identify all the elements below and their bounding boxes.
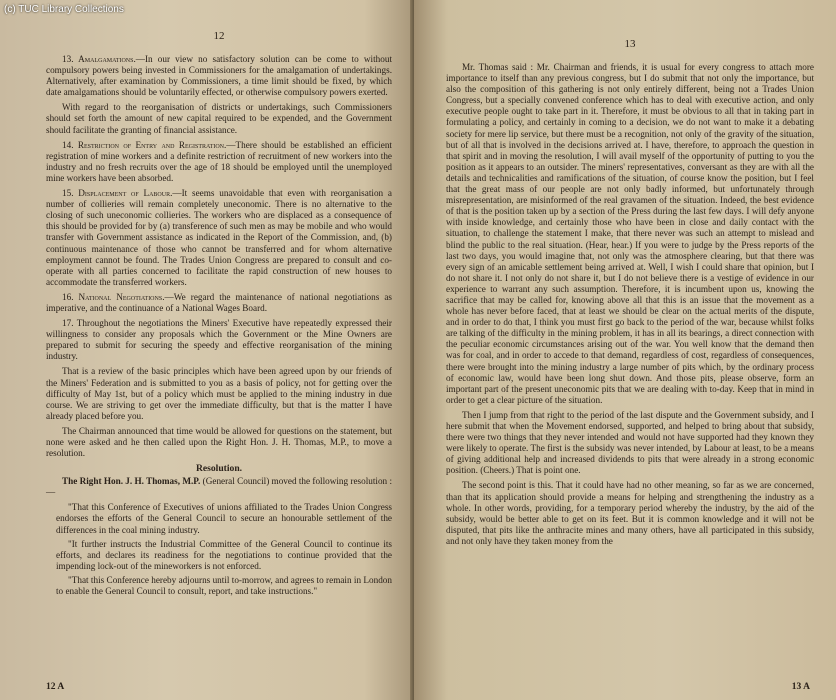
section-heading: 13. Amalgamations. xyxy=(62,54,136,64)
watermark: (c) TUC Library Collections xyxy=(4,4,124,15)
mover-name: The Right Hon. J. H. Thomas, M.P. xyxy=(62,476,201,487)
paragraph: Then I jump from that right to the period of the last dispute and the Government subsidy, and I here submit that when the Movement endorsed, supported, and helped to bring about that subsidy, there were two things that they never intended and would not have supported had they known they were likely to operate. The first is the subsidy was never intended, by Labour at least, to be a means of giving additional help and increased dividends to pits that were already in a strong economic position. (Cheers.) That is point one. xyxy=(446,409,814,476)
section-heading: 14. Restriction of Entry and Registration. xyxy=(62,139,227,150)
left-page xyxy=(0,0,414,700)
paragraph xyxy=(46,140,392,184)
paragraph-text: With regard to the reorganisation of districts or undertakings, such Commissioners should set forth the amount of new capital required to be expended, and the Government should facilitate the granting of financial assistance. xyxy=(46,102,392,135)
paragraph-text: —There should be established an efficient registration of mine workers and a definite restriction of recruitment of new workers into the industry and no fresh recruits over the age of 18 should be employed until the unemployed mine workers have been absorbed. xyxy=(46,139,392,183)
mover-text: (General Council) moved the following resolution :— xyxy=(46,476,393,498)
paragraph-text: —It seems unavoidable that even with reorganisation a number of collieries will remain completely uneconomic. There is no alternative to the closing of such uneconomic collieries. The workers who are displaced as a consequence of this should be provided for by (a) transference of such men as may be mobile and who would transfer with Government assistance as indicated in the Report of the Commission, and, (b) continuous maintenance of those who cannot be transferred and for whom alternative employment cannot be found. The Trades Union Congress are prepared to consult and co-operate with all parties concerned to facilitate the rapid construction of new houses to accommodate the transferred workers. xyxy=(46,188,392,287)
resolution-quote: "It further instructs the Industrial Committee of the General Council to continue its efforts, and declares its readiness for the negotiations to continue provided that the impending lock-out of the mineworkers is not enforced. xyxy=(56,538,392,571)
mover-paragraph xyxy=(46,476,392,498)
resolution-quote: "That this Conference hereby adjourns until to-morrow, and agrees to remain in London to enable the General Council to consult, report, and take instructions." xyxy=(56,574,392,597)
resolution-quote: "That this Conference of Executives of unions affiliated to the Trades Union Congress endorses the efforts of the General Council to secure an honourable settlement of the differences in the coal mining industry. xyxy=(56,502,392,535)
paragraph: Mr. Thomas said : Mr. Chairman and friends, it is usual for every congress to attach more importance to itself than any previous congress, but I do submit that not only the importance, but also the composition of this gathering is not only entirely different, being not a Trades Union Congress, but a specially convened conference which has to deal with executive action, and only executive people ought to take part in it. Therefore, it must be obvious to all that in taking part in formulating a policy, and certainly in coming to a decision, we do not want to make it a debating society for mere lip service, but there must be a recognition, not only of the gravity of the situation, but of all that is involved in the decisions arrived at. I have, therefore, to approach the question in that spirit and in moving the resolution, I will avail myself of the opportunity of putting to you the position as it appears to an outsider. The miners' representatives, conversant as they are with all the details and technicalities and ramifications of the situation, of course know the position, but I feel that the great mass of our people are not only badly informed, but unfortunately through misrepresentation, are misinformed of the real gravamen of the situation. Indeed, the best evidence of that is the position taken up by a section of the Press during the last few days. I will defy anyone with inside knowledge, and certainly those who have been in close and daily contact with the situation, to challenge the statement I make, that there never was such an attempt to mislead and blind the public to the real situation. (Hear, hear.) If you were to judge by the Press reports of the last two days, you would imagine that, not only was the atmosphere clearing, but that there was every sign of an amicable settlement being arrived at. Well, I wish I could share that opinion, but I do not share it. I not only do not share it, but I do not believe there is a vestige of evidence in our experience to warrant any such assumption. Therefore, it is incumbent upon us, knowing the sacrifice that may be called for, knowing above all that this is an issue that the movement as a whole has never before faced, that at least we should be clear on the actual merits of the dispute, and in order to do that, I think you must first go back to the period of the war, because whilst folks are talking of the difficulty in the mining problem, it has in all its bearings, a direct connection with the peculiar economic circumstances arising out of the war. You well know that the demand then was for coal, and in order to accede to that demand, regardless of cost, regardless of consequences, there were brought into the mining industry a large number of pits which, by the ordinary process of economic law, would have been long shut down. And those pits, please observe, form an important part of the present uneconomic pits that we are dealing with to-day. Keep that in mind in order to get a clear picture of the situation. xyxy=(446,62,814,405)
paragraph xyxy=(46,366,392,421)
page-footer: 13 A xyxy=(791,682,810,692)
paragraph-text: —We regard the maintenance of national negotiations as imperative, and the continuance of a National Wages Board. xyxy=(46,291,393,313)
page-number: 12 xyxy=(213,30,225,42)
right-page xyxy=(414,0,836,700)
paragraph-text: The Chairman announced that time would be allowed for questions on the statement, but none were asked and he then called upon the Right Hon. J. H. Thomas, M.P., to move a resolution. xyxy=(46,425,392,459)
paragraph xyxy=(46,318,392,362)
section-heading: 16. National Negotiations. xyxy=(62,291,165,302)
paragraph xyxy=(46,188,392,288)
paragraph: The second point is this. That it could have had no other meaning, so far as we are concerned, than that its application should provide a means for helping and strengthening the industry as a whole. In other words, providing, for a temporary period whereby the industry, by the aid of the subsidy, would be better able to get on its feet. But it is common knowledge and it will not be disputed, that pits like the anthracite mines and many others, have all participated in this subsidy, and not only have they taken money from the xyxy=(446,480,814,546)
page-number: 13 xyxy=(624,38,636,50)
paragraph-text: That is a review of the basic principles which have been agreed upon by our friends of the Miners' Federation and is submitted to you as a basis of policy, not for getting over the difficulty of May 1st, but of a policy which must be applied to the mining industry in due course. We are striving to get over the immediate difficulty, but that is the matter I have already placed before you. xyxy=(46,366,392,421)
paragraph-text: —In our view no satisfactory solution can be come to without compulsory powers being invested in Commissioners for the amalgamation of undertakings. Alternatively, after examination by Commissioners, a time limit should be fixed, by which date amalgamations should be voluntarily effected, or otherwise compulsory powers exerted. xyxy=(46,54,392,98)
section-heading: 15. Displacement of Labour. xyxy=(62,188,173,199)
paragraph xyxy=(46,102,392,135)
paragraph xyxy=(46,426,392,459)
resolution-title: Resolution. xyxy=(195,463,243,475)
paragraph xyxy=(46,54,392,98)
paragraph xyxy=(46,292,392,314)
page-footer: 12 A xyxy=(46,682,65,692)
paragraph-text: 17. Throughout the negotiations the Miners' Executive have repeatedly expressed their willingness to consider any proposals which the Government or the Mine Owners are prepared to submit for securing the speedy and effective reorganisation of the mining industry. xyxy=(46,318,392,362)
